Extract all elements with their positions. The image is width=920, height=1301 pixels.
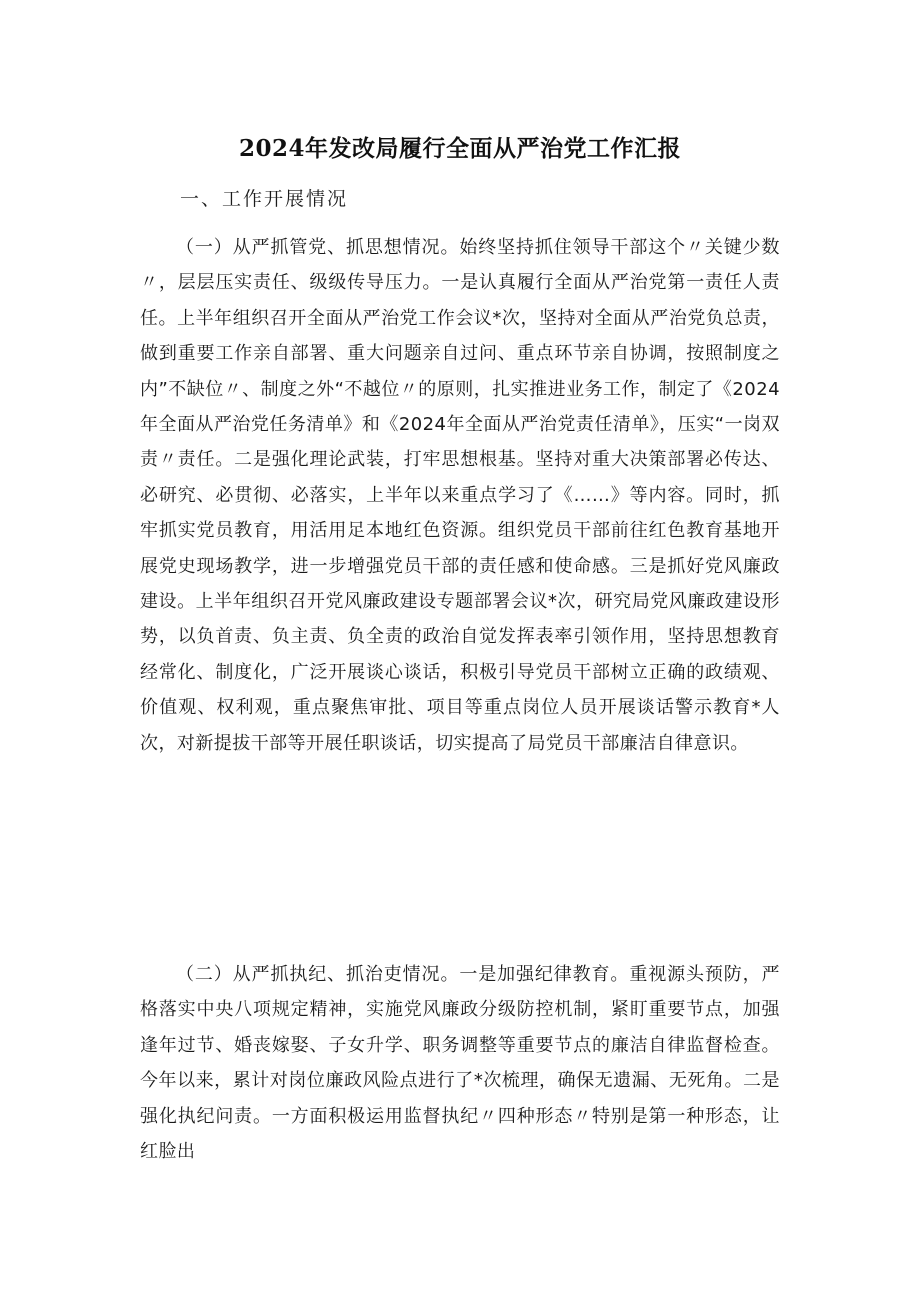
document-title: 2024年发改局履行全面从严治党工作汇报 bbox=[238, 135, 681, 162]
section-heading: 一、工作开展情况 bbox=[180, 188, 349, 210]
paragraph-1: （一）从严抓管党、抓思想情况。始终坚持抓住领导干部这个〃关键少数〃，层层压实责任、级级传导压力。一是认真履行全面从严治党第一责任人责任。上半年组织召开全面从严治党工作会议*次，坚持对全面从严治党负总责，做到重要工作亲自部署、重大问题亲自过问、重点环节亲自协调，按照制度之内”不缺位〃、制度之外“不越位〃的原则，扎实推进业务工作，制定了《2024年全面从严治党任务清单》和《2024年全面从严治党责任清单》，压实“一岗双责〃责任。二是强化理论武装，打牢思想根基。坚持对重大决策部署必传达、必研究、必贯彻、必落实，上半年以来重点学习了《……》等内容。同时，抓牢抓实党员教育，用活用足本地红色资源。组织党员干部前往红色教育基地开展党史现场教学，进一步增强党员干部的责任感和使命感。三是抓好党风廉政建设。上半年组织召开党风廉政建设专题部署会议*次，研究局党风廉政建设形势，以负首责、负主责、负全责的政治自觉发挥表率引领作用，坚持思想教育经常化、制度化，广泛开展谈心谈话，积极引导党员干部树立正确的政绩观、价值观、权利观，重点聚焦审批、项目等重点岗位人员开展谈话警示教育*人次，对新提拔干部等开展任职谈话，切实提高了局党员干部廉洁自律意识。 bbox=[140, 237, 780, 754]
paragraph-2: （二）从严抓执纪、抓治吏情况。一是加强纪律教育。重视源头预防，严格落实中央八项规定精神，实施党风廉政分级防控机制，紧盯重要节点，加强逢年过节、婚丧嫁娶、子女升学、职务调整等重要节点的廉洁自律监督检查。今年以来，累计对岗位廉政风险点进行了*次梳理，确保无遗漏、无死角。二是强化执纪问责。一方面积极运用监督执纪〃四种形态〃特别是第一种形态，让红脸出 bbox=[140, 964, 780, 1163]
